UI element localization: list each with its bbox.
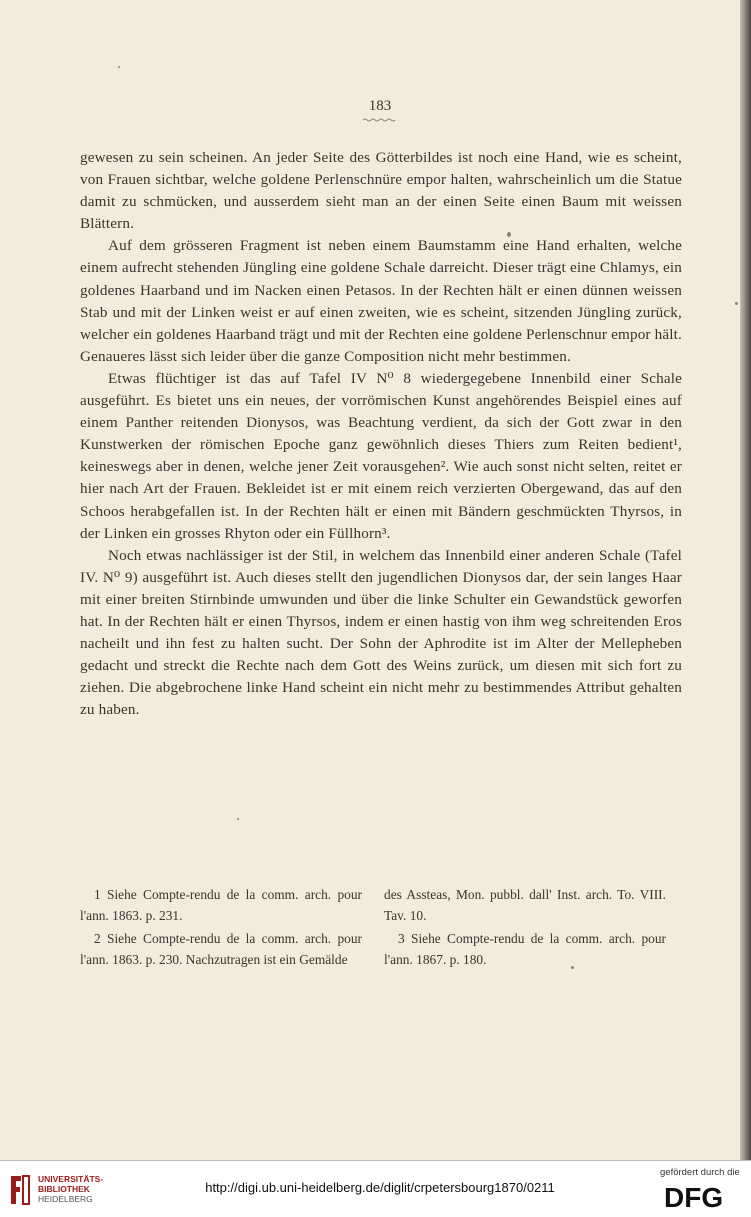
page-number-ornament: [363, 118, 397, 122]
paper-speck: [735, 302, 738, 305]
footer-bar: [0, 1160, 751, 1217]
footnote: 3 Siehe Compte-rendu de la comm. arch. pour l'ann. 1867. p. 180.: [384, 931, 666, 967]
dfg-logo[interactable]: [664, 1182, 742, 1212]
page-edge-shadow: [740, 0, 751, 1160]
funding-label: gefördert durch die: [660, 1167, 740, 1178]
paragraph: Etwas flüchtiger ist das auf Tafel IV N⁰ 8 wiedergegebene Innenbild einer Schale ausgeführt. Es bietet uns ein neues, der vorrömischen Kunst angehörendes Beispiel eines auf einem Panther reitenden Dionysos, was Beachtung verdient, da sich der Gott zwar in den Kunstwerken der römischen Epoche ganz gewöhnlich dieses Thiers zum Reiten bedient¹, keineswegs aber in denen, welche jener Zeit vorausgehen². Wie auch sonst nicht selten, reitet er hier nach Art der Frauen. Bekleidet ist er mit einem reich verzierten Obergewand, das auf den Schoos herabgefallen ist. In der Rechten hält er einen mit Bändern geschmückten Thyrsos, in der Linken ein grosses Rhyton oder ein Füllhorn³.: [80, 369, 682, 542]
library-logo[interactable]: [8, 1173, 128, 1207]
library-emblem-icon: [8, 1173, 32, 1207]
footnotes-right-column: [384, 884, 666, 972]
footnote: 1 Siehe Compte-rendu de la comm. arch. pour l'ann. 1863. p. 231.: [80, 887, 362, 923]
paragraph: Auf dem grösseren Fragment ist neben einem Baumstamm eine Hand erhalten, welche einem aufrecht stehenden Jüngling eine goldene Schale darreicht. Dieser trägt eine Chlamys, ein goldenes Haarband und im Nacken einen Petasos. In der Rechten hält er einen dünnen weissen Stab und mit der Linken weist er auf einen zweiten, wie es scheint, sitzenden Jüngling zurück, welcher ein goldenes Haarband trägt und mit der Rechten eine goldene Perlenschnur empor hält. Genaueres lässt sich leider über die ganze Composition nicht mehr bestimmen.: [80, 237, 682, 365]
paragraph: gewesen zu sein scheinen. An jeder Seite des Götterbildes ist noch eine Hand, wie es scheint, von Frauen sichtbar, welche goldene Perlenschnüre empor halten, wahrscheinlich um die Statue damit zu schmücken, und ausserdem sieht man an der einen Seite einen Baum mit weissen Blättern.: [80, 149, 682, 233]
page-number: 183: [368, 98, 392, 114]
footnote: 2 Siehe Compte-rendu de la comm. arch. pour l'ann. 1863. p. 230. Nachzutragen ist ein Gemälde: [80, 931, 362, 967]
paper-speck: [571, 966, 574, 969]
footnotes-left-column: [80, 884, 362, 972]
footnote: des Assteas, Mon. pubbl. dall' Inst. arch. To. VIII. Tav. 10.: [384, 887, 666, 923]
paper-speck: [507, 232, 511, 237]
paper-speck: [118, 66, 120, 68]
dfg-logo-text: DFG: [664, 1182, 724, 1212]
paragraph: Noch etwas nachlässiger ist der Stil, in welchem das Innenbild einer anderen Schale (Tafel IV. N⁰ 9) ausgeführt ist. Auch dieses stellt den jugendlichen Dionysos dar, der sein langes Haar mit einer breiten Stirnbinde umwunden und über die linke Schulter ein Gewandstück geworfen hat. In der Rechten hält er einen Thyrsos, indem er einen hastig von ihm weg schreitenden Eros nacheilt und ihn fest zu halten sucht. Der Sohn der Aphrodite ist im Alter der Mellepheben gedacht und streckt die Rechte nach dem Gott des Weins zurück, um diesen mit sich fort zu ziehen. Die abgebrochene linke Hand scheint ein nicht mehr zu bestimmendes Attribut gehalten zu haben.: [80, 546, 682, 719]
source-url-link[interactable]: http://digi.ub.uni-heidelberg.de/diglit/crpetersbourg1870/0211: [205, 1180, 555, 1195]
paper-speck: [237, 818, 239, 820]
library-name: UNIVERSITÄTS- BIBLIOTHEK HEIDELBERG: [38, 1174, 104, 1204]
body-text: [80, 147, 682, 721]
